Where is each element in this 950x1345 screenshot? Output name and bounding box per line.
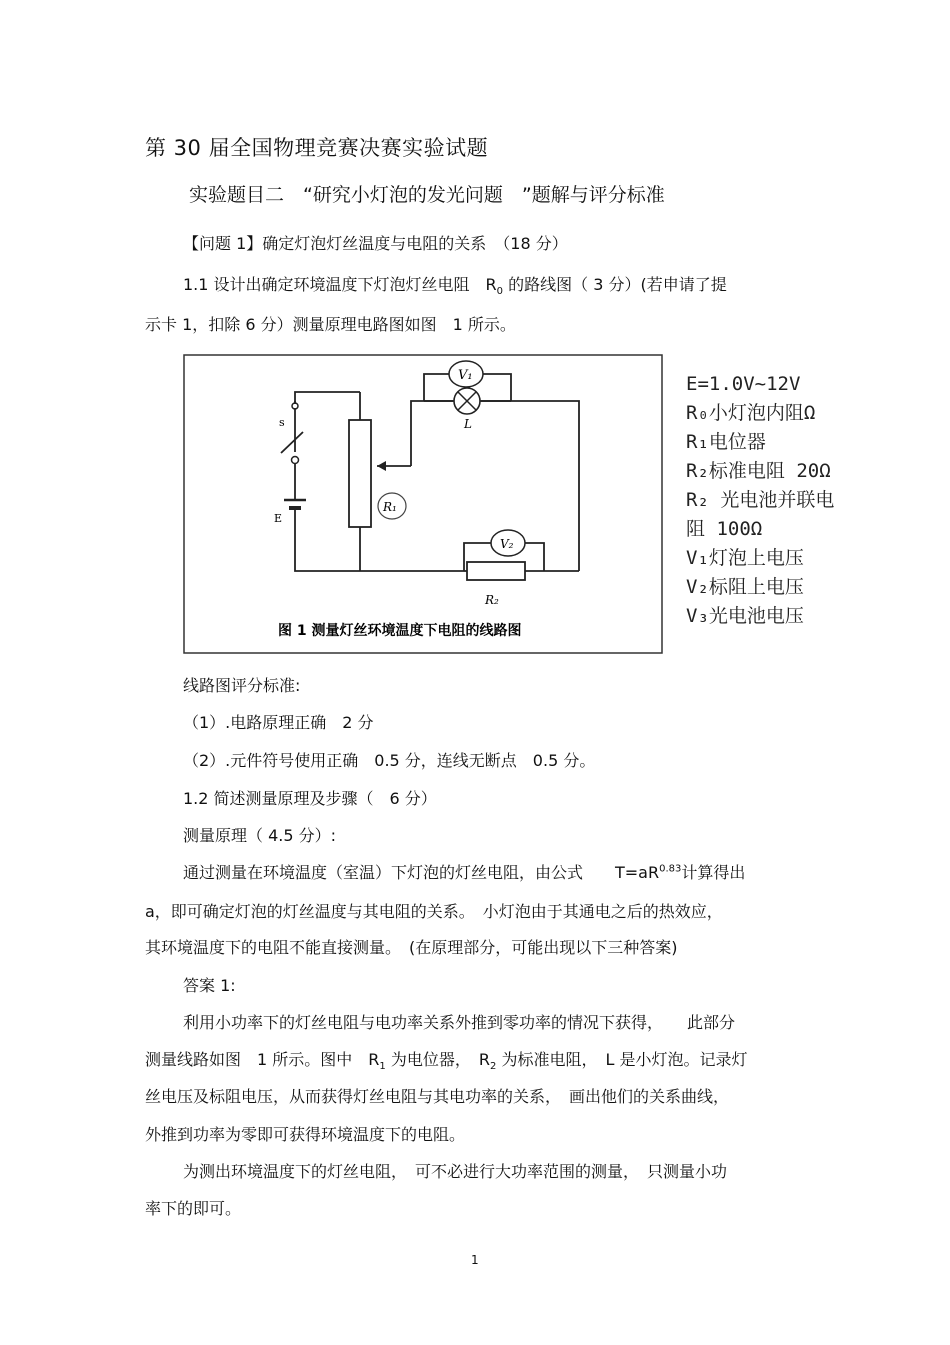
r2-label: R₂ bbox=[485, 593, 499, 607]
section-1-1-line-1 bbox=[183, 275, 727, 298]
v1-label: V₁ bbox=[458, 368, 473, 383]
wire-v1-right bbox=[483, 374, 511, 401]
subscript: 1 bbox=[379, 1061, 386, 1073]
subscript: 2 bbox=[489, 1061, 497, 1073]
legend-item: V₂标阻上电压 bbox=[686, 576, 804, 598]
text-run: 的路线图（ 3 分）(若申请了提 bbox=[503, 275, 727, 294]
legend-item: V₃光电池电压 bbox=[686, 605, 804, 627]
slider-arrow bbox=[377, 461, 386, 471]
text-run: 计算得出 bbox=[681, 863, 746, 882]
figure-caption: 图 1 测量灯丝环境温度下电阻的线路图 bbox=[278, 623, 522, 639]
legend-item: R₁电位器 bbox=[686, 431, 766, 453]
answer-1-line-5: 为测出环境温度下的灯丝电阻， 可不必进行大功率范围的测量， 只测量小功 bbox=[183, 1162, 728, 1181]
figure-legend bbox=[686, 370, 834, 631]
superscript: 0.83 bbox=[659, 863, 682, 875]
legend-item: R₀小灯泡内阻Ω bbox=[686, 402, 816, 424]
rheostat-r1 bbox=[349, 420, 371, 527]
answer-1-line-6: 率下的即可。 bbox=[145, 1199, 242, 1218]
battery-label: E bbox=[274, 512, 283, 525]
switch-blade bbox=[281, 432, 303, 453]
answer-1-label: 答案 1: bbox=[183, 976, 236, 995]
criteria-title: 线路图评分标准: bbox=[183, 676, 301, 695]
wire-top bbox=[295, 392, 360, 404]
legend-item: V₁灯泡上电压 bbox=[686, 547, 804, 569]
page-subtitle: 实验题目二 “研究小灯泡的发光问题 ”题解与评分标准 bbox=[189, 184, 665, 206]
principle-para-line-1 bbox=[183, 863, 745, 883]
section-1-1-line-2: 示卡 1，扣除 6 分）测量原理电路图如图 1 所示。 bbox=[145, 315, 516, 334]
figure-frame bbox=[184, 355, 662, 653]
lamp-label: L bbox=[464, 417, 472, 431]
principle-para-line-2: a，即可确定灯泡的灯丝温度与其电阻的关系。 小灯泡由于其通电之后的热效应， bbox=[145, 902, 723, 921]
switch-label: s bbox=[279, 416, 285, 429]
resistor-r2 bbox=[467, 562, 525, 580]
r1-label: R₁ bbox=[383, 500, 397, 514]
criteria-item-2: （2）.元件符号使用正确 0.5 分，连线无断点 0.5 分。 bbox=[183, 751, 596, 770]
answer-1-line-1: 利用小功率下的灯丝电阻与电功率关系外推到零功率的情况下获得， 此部分 bbox=[183, 1013, 736, 1032]
wire-v2-right bbox=[525, 543, 544, 571]
subscript: 0 bbox=[496, 286, 504, 298]
legend-item: 阻 100Ω bbox=[686, 518, 763, 540]
answer-1-line-2 bbox=[145, 1050, 748, 1073]
wire-v1-left bbox=[424, 374, 449, 401]
switch-contact-bottom bbox=[292, 457, 299, 464]
section-1-2-title: 1.2 简述测量原理及步骤（ 6 分） bbox=[183, 789, 437, 808]
text-run: 测量线路如图 1 所示。图中 R bbox=[145, 1050, 380, 1069]
page-number: 1 bbox=[471, 1253, 479, 1267]
principle-title: 测量原理（ 4.5 分）: bbox=[183, 826, 337, 845]
question-1-title: 【问题 1】确定灯泡灯丝温度与电阻的关系 （18 分） bbox=[183, 234, 568, 253]
page-title: 第 30 届全国物理竞赛决赛实验试题 bbox=[145, 136, 489, 160]
answer-1-line-3: 丝电压及标阻电压，从而获得灯丝电阻与其电功率的关系， 画出他们的关系曲线， bbox=[145, 1087, 730, 1106]
v2-label: V₂ bbox=[500, 537, 514, 551]
circuit-figure bbox=[181, 352, 665, 656]
legend-item: R₂标准电阻 20Ω bbox=[686, 460, 831, 482]
principle-para-line-3: 其环境温度下的电阻不能直接测量。 (在原理部分，可能出现以下三种答案) bbox=[145, 938, 678, 957]
legend-item: R₂ 光电池并联电 bbox=[686, 489, 835, 511]
text-run: 为标准电阻， L 是小灯泡。记录灯 bbox=[496, 1050, 748, 1069]
text-run: 1.1 设计出确定环境温度下灯泡灯丝电阻 R bbox=[183, 275, 497, 294]
criteria-item-1: （1）.电路原理正确 2 分 bbox=[183, 713, 374, 732]
text-run: 通过测量在环境温度（室温）下灯泡的灯丝电阻，由公式 T=aR bbox=[183, 863, 660, 882]
text-run: 为电位器， R bbox=[385, 1050, 490, 1069]
legend-item: E=1.0V~12V bbox=[686, 373, 801, 395]
answer-1-line-4: 外推到功率为零即可获得环境温度下的电阻。 bbox=[145, 1125, 466, 1144]
